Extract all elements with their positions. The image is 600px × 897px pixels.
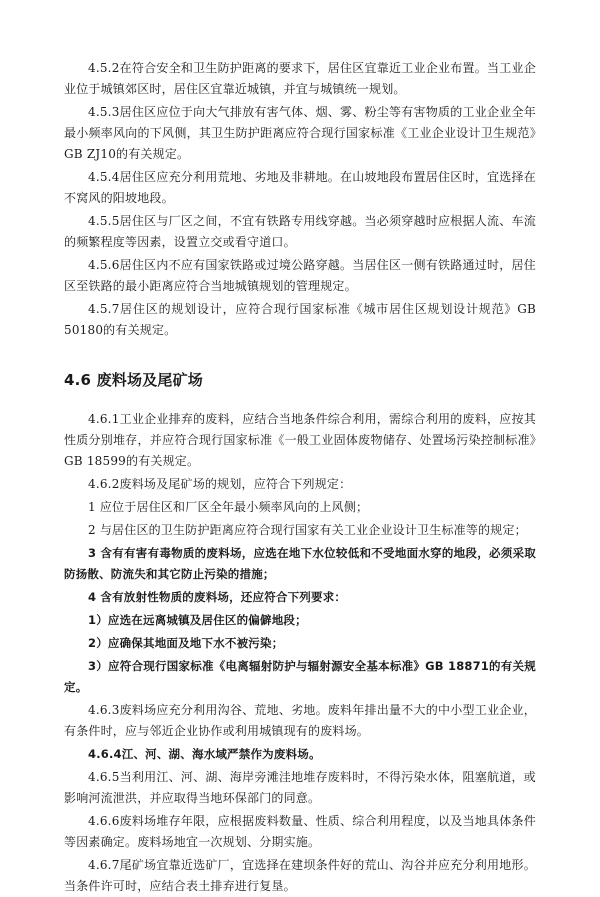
clause-4-5-7: 4.5.7居住区的规划设计，应符合现行国家标准《城市居住区规划设计规范》GB 50180的有关规定。 <box>64 302 536 337</box>
clause-4-6-5: 4.6.5当利用江、河、湖、海岸旁滩洼地堆存废料时，不得污染水体，阻塞航道，或影响河流泄洪，并应取得当地环保部门的同意。 <box>64 770 536 805</box>
sub-item-3: 3）应符合现行国家标准《电离辐射防护与辐射源安全基本标准》GB 18871的有关规定。 <box>64 659 536 694</box>
clause-4-6-4: 4.6.4江、河、湖、海水域严禁作为废料场。 <box>88 747 321 761</box>
section-4-5-clauses <box>64 58 536 341</box>
clause-4-6-3: 4.6.3废料场应充分利用沟谷、荒地、劣地。废料年排出量不大的中小型工业企业，有条件时，应与邻近企业协作或利用城镇现有的废料场。 <box>64 703 536 738</box>
list-item-3: 3 含有有害有毒物质的废料场，应选在地下水位较低和不受地面水穿的地段，必须采取防扬散、防流失和其它防止污染的措施； <box>64 546 536 581</box>
list-item-2: 2 与居住区的卫生防护距离应符合现行国家有关工业企业设计卫生标准等的规定； <box>88 523 527 537</box>
clause-4-6-2: 4.6.2废料场及尾矿场的规划，应符合下列规定： <box>88 477 352 491</box>
clause-4-5-6: 4.5.6居住区内不应有国家铁路或过境公路穿越。当居住区一侧有铁路通过时，居住区至铁路的最小距离应符合当地城镇规划的管理规定。 <box>64 258 536 293</box>
clause-4-6-6: 4.6.6废料场堆存年限，应根据废料数量、性质、综合利用程度，以及当地具体条件等因素确定。废料场地宜一次规划、分期实施。 <box>64 814 536 849</box>
section-heading-4-6: 4.6 废料场及尾矿场 <box>64 371 203 389</box>
sub-item-1: 1）应选在远离城镇及居住区的偏僻地段； <box>88 613 307 627</box>
list-item-4: 4 含有放射性物质的废料场，还应符合下列要求： <box>88 590 347 604</box>
list-item-1: 1 应位于居住区和厂区全年最小频率风向的上风侧； <box>88 500 369 514</box>
clause-4-5-4: 4.5.4居住区应充分利用荒地、劣地及非耕地。在山坡地段布置居住区时，宜选择在不窝风的阳坡地段。 <box>64 170 536 205</box>
clause-4-5-2: 4.5.2在符合安全和卫生防护距离的要求下，居住区宜靠近工业企业布置。当工业企业位于城镇郊区时，居住区宜靠近城镇，并宜与城镇统一规划。 <box>64 61 536 96</box>
clause-4-5-3: 4.5.3居住区应位于向大气排放有害气体、烟、雾、粉尘等有害物质的工业企业全年最小频率风向的下风侧，其卫生防护距离应符合现行国家标准《工业企业设计卫生规范》GB ZJ10的有关规定。 <box>64 105 536 161</box>
sub-item-2: 2）应确保其地面及地下水不被污染； <box>88 636 284 650</box>
clause-4-6-1: 4.6.1工业企业排弃的废料，应结合当地条件综合利用，需综合利用的废料，应按其性质分别堆存，并应符合现行国家标准《一般工业固体废物储存、处置场污染控制标准》GB 18599的有关规定。 <box>64 412 536 468</box>
clause-4-6-7: 4.6.7尾矿场宜靠近选矿厂，宜选择在建坝条件好的荒山、沟谷并应充分利用地形。当条件许可时，应结合表土排弃进行复垦。 <box>64 858 536 893</box>
clause-4-5-5: 4.5.5居住区与厂区之间，不宜有铁路专用线穿越。当必须穿越时应根据人流、车流的频繁程度等因素，设置立交或看守道口。 <box>64 214 536 249</box>
section-4-6-clauses <box>64 409 536 897</box>
